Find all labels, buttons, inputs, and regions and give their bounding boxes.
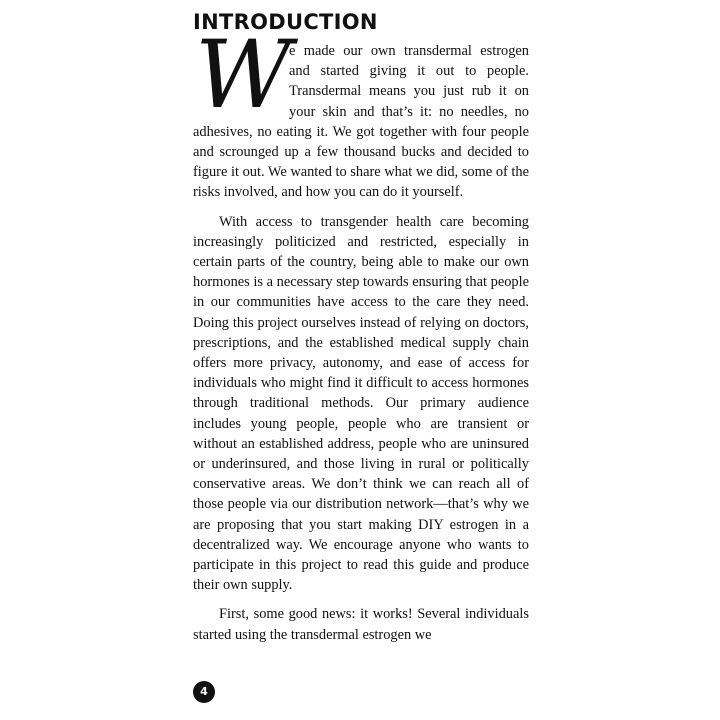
page-title: INTRODUCTION [193,10,378,34]
access-paragraph: With access to transgender health care becoming increasingly politicized and restricted, especially in certain parts of the country, being able to make our own hormones is a necessary step towards ensuring that people in our communities have access to the care they need. Doing this project ourselves instead of relying on doctors, prescriptions, and the established medical supply chain offers more privacy, autonomy, and ease of access for individuals who might find it difficult to access hormones through traditional methods. Our primary audience includes young people, people who are transient or without an established address, people who are uninsured or underinsured, and those living in rural or politically conservative areas. We don’t think we can reach all of those people via our distribution network—that’s why we are proposing that you start making DIY estrogen in a decentralized way. We encourage anyone who wants to participate in this project to read this guide and produce their own supply. [193,213,529,594]
page-content [193,8,529,645]
intro-paragraph-text: e made our own transdermal estrogen and started giving it out to people. Transdermal means you just rub it on your skin and that’s it: no needles, no adhesives, no eating it. We got together with four people and scrounged up a few thousand bucks and decided to figure it out. We wanted to share what we did, some of the risks involved, and how you can do it yourself. [193,43,529,201]
drop-cap [193,21,292,130]
good-news-paragraph: First, some good news: it works! Several individuals started using the transdermal estrogen we [193,606,529,643]
page-number-badge: 4 [193,681,215,703]
drop-cap-letter: W [195,21,292,130]
